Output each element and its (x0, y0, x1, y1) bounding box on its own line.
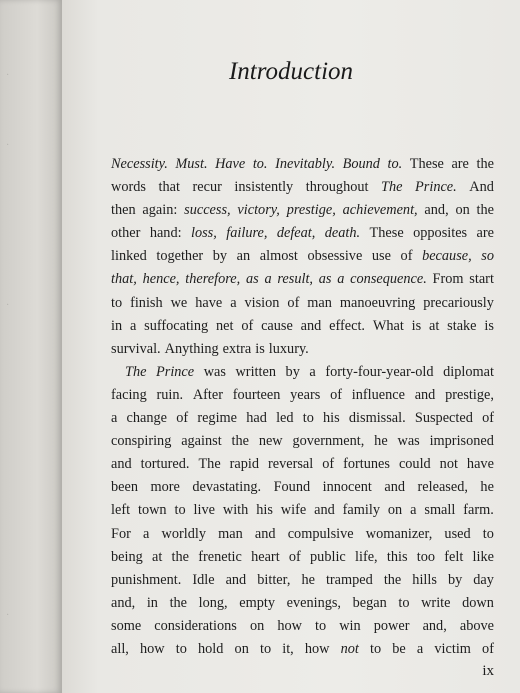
text-line (111, 476, 494, 499)
word: survival. (111, 340, 161, 357)
word: to (302, 410, 314, 427)
word: together (156, 248, 204, 265)
word: he (374, 433, 388, 450)
word: down (462, 594, 494, 611)
word: a (337, 271, 345, 288)
word: almost (259, 248, 298, 265)
word: Found (273, 479, 311, 496)
paragraph (111, 153, 494, 361)
word: and (111, 456, 132, 473)
word: hills (412, 571, 437, 588)
word: womanizer, (365, 525, 433, 542)
word: hold (198, 640, 224, 657)
word: fourteen (232, 386, 281, 403)
word: Inevitably. (275, 156, 336, 172)
word: by (285, 363, 300, 380)
word: result, (277, 271, 313, 288)
word: These (369, 225, 404, 242)
word: linked (111, 248, 147, 265)
word: innocent (322, 479, 372, 496)
word: to. (387, 156, 403, 172)
word: farm. (463, 502, 494, 519)
word: because, (422, 248, 472, 265)
paragraph (111, 361, 494, 661)
page-body (111, 153, 494, 661)
word: diplomat (443, 363, 494, 380)
word: wife (280, 502, 307, 519)
word: at (429, 317, 440, 334)
word: prestige, (286, 202, 336, 219)
word: is (255, 340, 265, 357)
word: defeat, (276, 225, 316, 242)
word: written (235, 363, 276, 380)
word: hence, (142, 271, 180, 288)
word: used (444, 525, 471, 542)
word: a (264, 271, 272, 288)
word: how (277, 617, 302, 634)
word: to (175, 640, 187, 657)
word: he (301, 571, 315, 588)
word: Suspected (414, 410, 473, 427)
word: again: (142, 202, 178, 219)
word: felt (444, 548, 464, 565)
word: that (158, 179, 180, 196)
text-line (111, 499, 494, 522)
word: not (340, 640, 359, 657)
word: a (129, 317, 137, 334)
text-line (111, 176, 494, 199)
word: finish (130, 294, 163, 311)
word: have (195, 294, 223, 311)
chapter-title: Introduction (228, 58, 354, 85)
word: the (476, 202, 494, 219)
word: cause (261, 317, 293, 334)
text-line (111, 592, 494, 615)
word: could (398, 456, 431, 473)
word: the (231, 433, 249, 450)
word: to (111, 294, 123, 311)
word: influence (351, 386, 405, 403)
text-line (111, 569, 494, 592)
word: heart (251, 548, 280, 565)
word: victim (434, 640, 471, 657)
word: ruin. (156, 386, 184, 403)
word: of (241, 317, 254, 334)
word: at (151, 548, 163, 565)
word: conspiring (111, 433, 172, 450)
word: to. (252, 156, 268, 172)
word: we (170, 294, 188, 311)
word: recur (192, 179, 222, 196)
word: man (307, 294, 332, 311)
word: and, (424, 202, 449, 219)
word: Prince (156, 363, 195, 380)
word: tortured. (140, 456, 190, 473)
word: The (198, 456, 221, 473)
word: Prince. (415, 179, 457, 196)
word: in (111, 317, 123, 334)
text-line (111, 268, 494, 291)
word: forty-four-year-old (325, 363, 434, 380)
text-line (111, 638, 494, 661)
word: These (409, 156, 444, 172)
word: other (111, 225, 141, 242)
word: consequence. (350, 271, 427, 288)
word: live (193, 502, 215, 519)
page-number: ix (482, 663, 494, 679)
word: The (381, 179, 403, 196)
word: words (111, 179, 146, 196)
word: of (322, 456, 335, 473)
word: being (111, 548, 143, 565)
word: then (111, 202, 136, 219)
word: been (111, 479, 138, 496)
word: imprisoned (429, 433, 494, 450)
word: how (140, 640, 165, 657)
word: that, (111, 271, 137, 288)
word: have (466, 456, 494, 473)
word: rapid (229, 456, 260, 473)
text-line (111, 430, 494, 453)
word: of (330, 386, 342, 403)
word: death. (324, 225, 361, 242)
word: a (143, 525, 150, 542)
word: small (424, 502, 456, 519)
word: loss, (191, 225, 217, 242)
word: achievement, (342, 202, 418, 219)
word: After (192, 386, 224, 403)
text-line (111, 453, 494, 476)
word: on (387, 502, 403, 519)
text-line (111, 245, 494, 268)
word: of (400, 248, 413, 265)
word: public (310, 548, 346, 565)
word: was (397, 433, 420, 450)
word: on (234, 640, 249, 657)
word: to (174, 502, 186, 519)
word: suffocating (144, 317, 209, 334)
word: luxury. (268, 340, 309, 357)
word: long, (198, 594, 228, 611)
word: win (339, 617, 361, 634)
word: it, (282, 640, 294, 657)
word: this (386, 548, 408, 565)
word: For (111, 525, 131, 542)
text-line (111, 407, 494, 430)
word: prestige, (445, 386, 494, 403)
word: dismissal. (348, 410, 406, 427)
text-line (111, 315, 494, 338)
word: a (111, 410, 118, 427)
text-line (111, 338, 494, 361)
text-line (111, 615, 494, 638)
word: an (236, 248, 251, 265)
word: a (410, 502, 417, 519)
word: punishment. (111, 571, 182, 588)
facing-page-margin: · · · · (6, 70, 10, 621)
word: And (469, 179, 494, 196)
word: as (245, 271, 259, 288)
word: of (288, 548, 301, 565)
text-line (111, 222, 494, 245)
word: had (246, 410, 267, 427)
word: and, (111, 594, 136, 611)
word: and (384, 479, 406, 496)
word: empty (239, 594, 275, 611)
word: vision (244, 294, 280, 311)
word: regime (197, 410, 238, 427)
word: years (290, 386, 321, 403)
text-line (111, 523, 494, 546)
word: so (481, 248, 494, 265)
word: with (222, 502, 249, 519)
word: to (315, 617, 327, 634)
word: write (421, 594, 451, 611)
word: devastating. (192, 479, 262, 496)
word: reversal (268, 456, 314, 473)
word: and (254, 525, 276, 542)
word: the (476, 156, 494, 172)
text-line (111, 546, 494, 569)
word: considerations (154, 617, 237, 634)
word: From (432, 271, 464, 288)
word: hand: (149, 225, 182, 242)
word: are (476, 225, 494, 242)
word: obsessive (307, 248, 363, 265)
word: stake (447, 317, 477, 334)
word: insistently (234, 179, 294, 196)
word: to (482, 525, 494, 542)
word: power (373, 617, 410, 634)
word: change (126, 410, 168, 427)
word: not (439, 456, 458, 473)
word: against (181, 433, 222, 450)
word: released, (417, 479, 468, 496)
word: too (416, 548, 436, 565)
word: worldly (161, 525, 206, 542)
word: be (392, 640, 406, 657)
word: fortunes (343, 456, 390, 473)
word: more (150, 479, 180, 496)
text-line (111, 361, 494, 384)
word: Have (215, 156, 246, 172)
word: he (480, 479, 494, 496)
word: and (225, 571, 247, 588)
word: on (455, 202, 470, 219)
word: the (171, 548, 189, 565)
word: bitter, (257, 571, 291, 588)
word: was (203, 363, 226, 380)
word: and (414, 386, 436, 403)
word: use (371, 248, 391, 265)
text-line (111, 199, 494, 222)
word: Bound (342, 156, 380, 172)
word: and (314, 502, 335, 519)
word: began (352, 594, 387, 611)
word: a (309, 363, 316, 380)
word: his (256, 502, 273, 519)
word: government, (292, 433, 365, 450)
word: left (111, 502, 131, 519)
word: precariously (423, 294, 494, 311)
word: in (146, 594, 158, 611)
word: manoeuvring (339, 294, 416, 311)
word: tramped (325, 571, 373, 588)
word: throughout (305, 179, 369, 196)
word: Must. (175, 156, 208, 172)
word: man (218, 525, 243, 542)
word: victory, (237, 202, 280, 219)
word: compulsive (287, 525, 354, 542)
word: Necessity. (111, 156, 168, 172)
word: and, (422, 617, 447, 634)
word: of (287, 294, 300, 311)
word: of (176, 410, 189, 427)
word: as (318, 271, 332, 288)
word: and (300, 317, 322, 334)
word: is (411, 317, 422, 334)
word: Idle (192, 571, 215, 588)
word: failure, (226, 225, 268, 242)
text-line (111, 384, 494, 407)
word: extra (222, 340, 252, 357)
word: above (459, 617, 494, 634)
word: some (111, 617, 142, 634)
show-through-text (262, 6, 512, 106)
word: Anything (164, 340, 219, 357)
word: town (137, 502, 167, 519)
word: net (216, 317, 234, 334)
word: to (398, 594, 410, 611)
word: the (383, 571, 402, 588)
word: effect. (329, 317, 365, 334)
word: new (258, 433, 283, 450)
word: to (259, 640, 272, 657)
word: by (447, 571, 463, 588)
word: facing (111, 386, 147, 403)
word: of (482, 410, 494, 427)
text-line (111, 153, 494, 176)
word: all, (111, 640, 129, 657)
word: the (169, 594, 188, 611)
word: success, (184, 202, 231, 219)
word: evenings, (286, 594, 342, 611)
word: are (451, 156, 469, 172)
word: life, (355, 548, 378, 565)
word: of (482, 640, 494, 657)
word: frenetic (198, 548, 242, 565)
word: how (304, 640, 330, 657)
word: start (469, 271, 494, 288)
word: day (473, 571, 494, 588)
word: led (276, 410, 294, 427)
word: like (472, 548, 494, 565)
word: is (484, 317, 494, 334)
word: What (372, 317, 404, 334)
word: a (230, 294, 237, 311)
text-line (111, 292, 494, 315)
word: by (212, 248, 228, 265)
word: his (323, 410, 340, 427)
word: opposites (413, 225, 468, 242)
word: therefore, (185, 271, 241, 288)
word: to (370, 640, 382, 657)
word: on (249, 617, 265, 634)
word: a (416, 640, 424, 657)
word: The (125, 363, 147, 380)
word: family (342, 502, 380, 519)
